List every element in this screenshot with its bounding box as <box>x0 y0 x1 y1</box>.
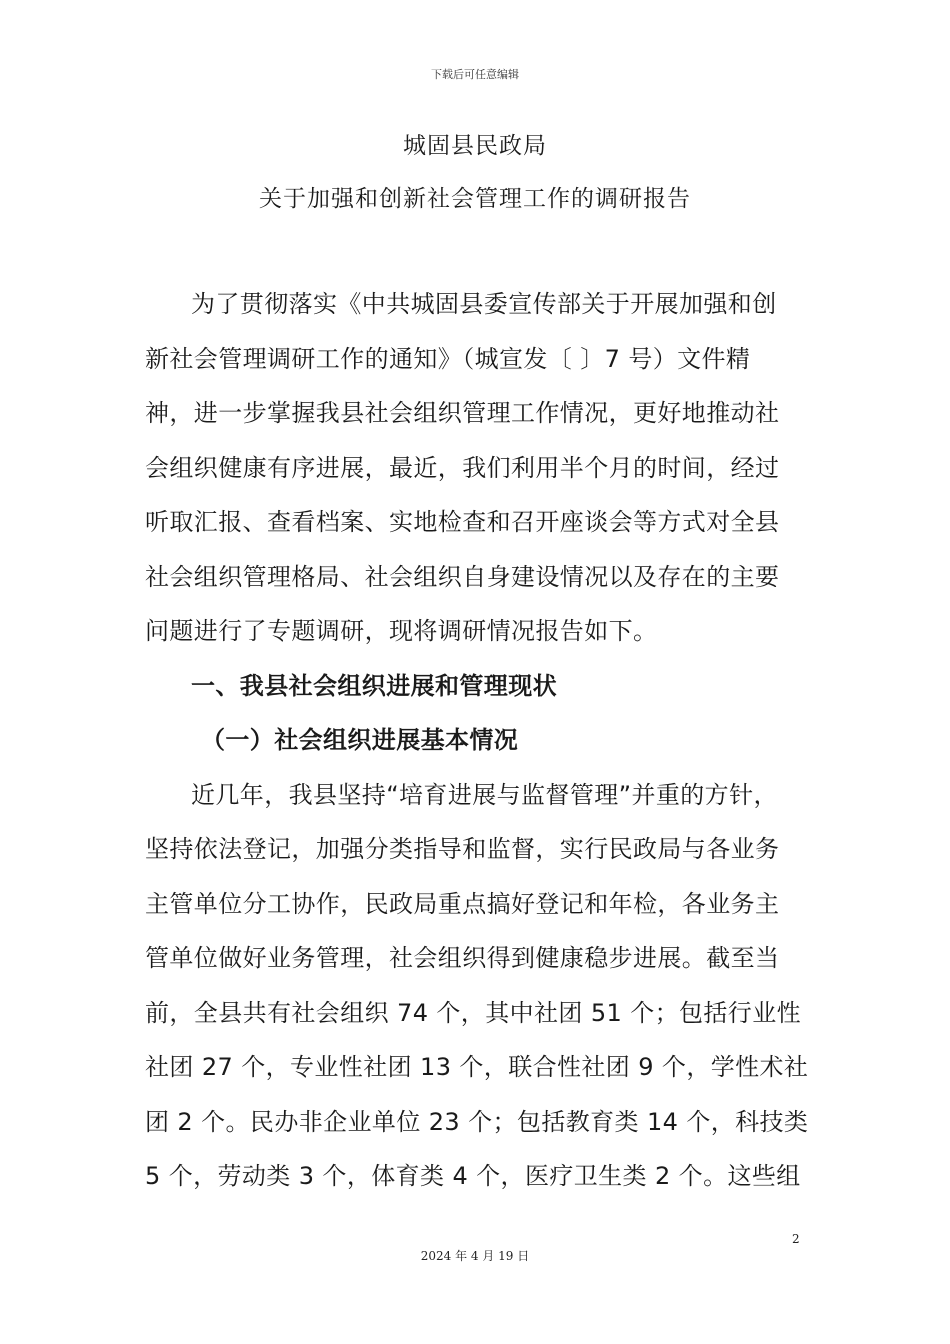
paragraph-line: 新社会管理调研工作的通知》（城宣发〔 〕7 号）文件精 <box>145 344 751 373</box>
document-title: 关于加强和创新社会管理工作的调研报告 <box>259 186 691 212</box>
document-body <box>145 282 810 1209</box>
page-number: 2 <box>792 1232 800 1246</box>
paragraph-line: 坚持依法登记，加强分类指导和监督，实行民政局与各业务 <box>145 835 780 863</box>
paragraph-line: 为了贯彻落实《中共城固县委宣传部关于开展加强和创 <box>191 290 777 318</box>
header-note: 下载后可任意编辑 <box>431 68 519 81</box>
paragraph-line: 问题进行了专题调研，现将调研情况报告如下。 <box>145 617 658 645</box>
paragraph-line: 会组织健康有序进展，最近，我们利用半个月的时间，经过 <box>145 453 780 482</box>
paragraph-line: 社团 27 个，专业性社团 13 个，联合性社团 9 个，学性术社 <box>145 1053 809 1081</box>
footer-date: 2024 年 4 月 19 日 <box>420 1249 530 1263</box>
paragraph-line: 管单位做好业务管理，社会组织得到健康稳步进展。截至当 <box>145 944 780 972</box>
paragraph-line: 主管单位分工协作，民政局重点搞好登记和年检，各业务主 <box>145 889 780 918</box>
paragraph-line: 5 个，劳动类 3 个，体育类 4 个，医疗卫生类 2 个。这些组 <box>145 1162 801 1190</box>
document-title-org: 城固县民政局 <box>403 133 547 159</box>
paragraph-line: 团 2 个。民办非企业单位 23 个；包括教育类 14 个，科技类 <box>145 1107 809 1136</box>
paragraph-line: 前，全县共有社会组织 74 个，其中社团 51 个；包括行业性 <box>145 998 801 1027</box>
section-heading: 一、我县社会组织进展和管理现状 <box>191 671 557 700</box>
paragraph-line: 听取汇报、查看档案、实地检查和召开座谈会等方式对全县 <box>145 508 780 536</box>
subsection-heading: （一）社会组织进展基本情况 <box>201 726 519 754</box>
paragraph-line: 神，进一步掌握我县社会组织管理工作情况，更好地推动社 <box>145 399 780 427</box>
paragraph-line: 社会组织管理格局、社会组织自身建设情况以及存在的主要 <box>145 562 780 591</box>
paragraph-line: 近几年，我县坚持“培育进展与监督管理”并重的方针， <box>191 780 778 809</box>
